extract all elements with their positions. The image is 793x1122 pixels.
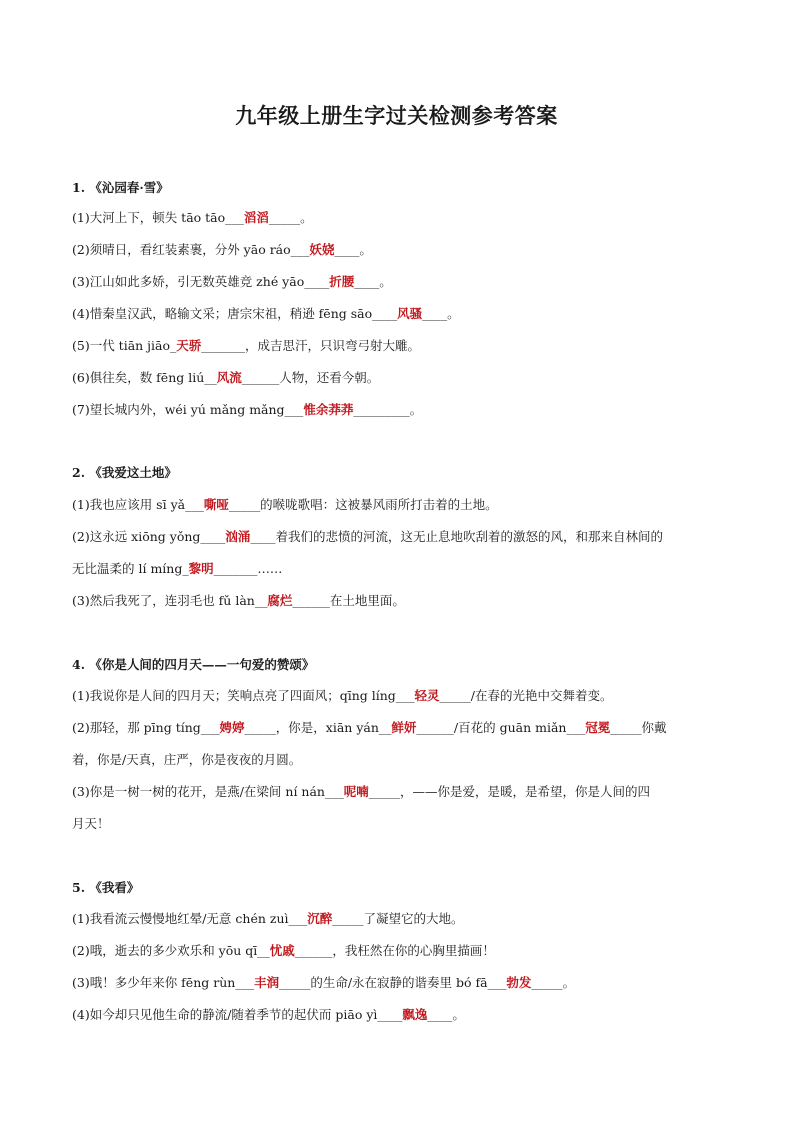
page-title: 九年级上册生字过关检测参考答案: [235, 103, 558, 128]
question-line: (1)我说你是人间的四月天；笑响点亮了四面风；qīng líng___轻灵_____/在春的光艳中交舞着变。: [72, 688, 613, 703]
question-line: (3)你是一树一树的花开，是燕/在梁间 ní nán___呢喃_____，——你是爱，是暖，是希望，你是人间的四: [72, 784, 650, 799]
question-line: (2)这永远 xiōng yǒng____汹涌____着我们的悲愤的河流，这无止息地吹刮着的激怒的风，和那来自林间的: [72, 529, 663, 544]
question-line: (3)江山如此多娇，引无数英雄竞 zhé yāo____折腰____。: [72, 274, 392, 289]
question-line: 月天！: [72, 816, 110, 831]
question-line: (5)一代 tiān jiāo_天骄_______，成吉思汗，只识弯弓射大雕。: [72, 338, 421, 353]
answer: 丰润: [254, 975, 280, 990]
question-line: (2)哦，逝去的多少欢乐和 yōu qī__忧戚______，我枉然在你的心胸里描画！: [72, 943, 495, 958]
answer: 风流: [216, 370, 242, 385]
question-line: (7)望长城内外，wéi yú mǎng mǎng___惟余莽莽_________。: [72, 402, 423, 417]
question-line: (4)惜秦皇汉武，略输文采；唐宗宋祖，稍逊 fēng sāo____风骚____。: [72, 306, 460, 321]
answer: 勃发: [506, 975, 532, 990]
answer: 惟余莽莽: [303, 402, 354, 417]
answer: 腐烂: [267, 593, 293, 608]
answer: 汹涌: [225, 529, 251, 544]
question-line: (4)如今却只见他生命的静流/随着季节的起伏而 piāo yì____飘逸____。: [72, 1007, 465, 1022]
answer: 轻灵: [414, 688, 440, 703]
answer: 风骚: [397, 306, 423, 321]
section-heading: 2. 《我爱这土地》: [72, 465, 177, 480]
answer: 沉醉: [307, 911, 333, 926]
answer: 天骄: [176, 338, 202, 353]
question-line: (2)须晴日，看红装素裹，分外 yāo ráo___妖娆____。: [72, 242, 372, 257]
question-line: (1)我也应该用 sī yǎ___嘶哑_____的喉咙歌唱：这被暴风雨所打击着的土地。: [72, 497, 498, 512]
answer: 飘逸: [402, 1007, 428, 1022]
question-line: (3)然后我死了，连羽毛也 fǔ làn__腐烂______在土地里面。: [72, 593, 405, 608]
answer: 滔滔: [243, 210, 269, 225]
question-line: (1)我看流云慢慢地红晕/无意 chén zuì___沉醉_____了凝望它的大地。: [72, 911, 464, 926]
question-line: (1)大河上下，顿失 tāo tāo___滔滔_____。: [72, 210, 313, 225]
question-line: (2)那轻，那 pīng tíng___娉婷_____，你是，xiān yán__鲜妍______/百花的 guān miǎn___冠冕_____你戴: [72, 720, 667, 735]
question-line: 着，你是/天真，庄严，你是夜夜的月圆。: [72, 752, 302, 767]
question-line: (3)哦！多少年来你 fēng rùn___丰润_____的生命/永在寂静的谐奏里 bó fā___勃发_____。: [72, 975, 576, 990]
answer: 娉婷: [219, 720, 245, 735]
answer: 鲜妍: [391, 720, 417, 735]
answer: 忧戚: [269, 943, 295, 958]
answer: 呢喃: [343, 784, 369, 799]
section-heading: 5. 《我看》: [72, 880, 140, 895]
section-heading: 4. 《你是人间的四月天——一句爱的赞颂》: [72, 657, 315, 672]
answer: 冠冕: [585, 720, 611, 735]
answer: 折腰: [329, 274, 355, 289]
section-heading: 1. 《沁园春·雪》: [72, 180, 169, 195]
question-line: (6)俱往矣，数 fēng liú__风流______人物，还看今朝。: [72, 370, 380, 385]
question-line: 无比温柔的 lí míng_黎明_______……: [72, 561, 283, 576]
answer: 妖娆: [309, 242, 335, 257]
answer: 黎明: [188, 561, 214, 576]
answer: 嘶哑: [203, 497, 229, 512]
